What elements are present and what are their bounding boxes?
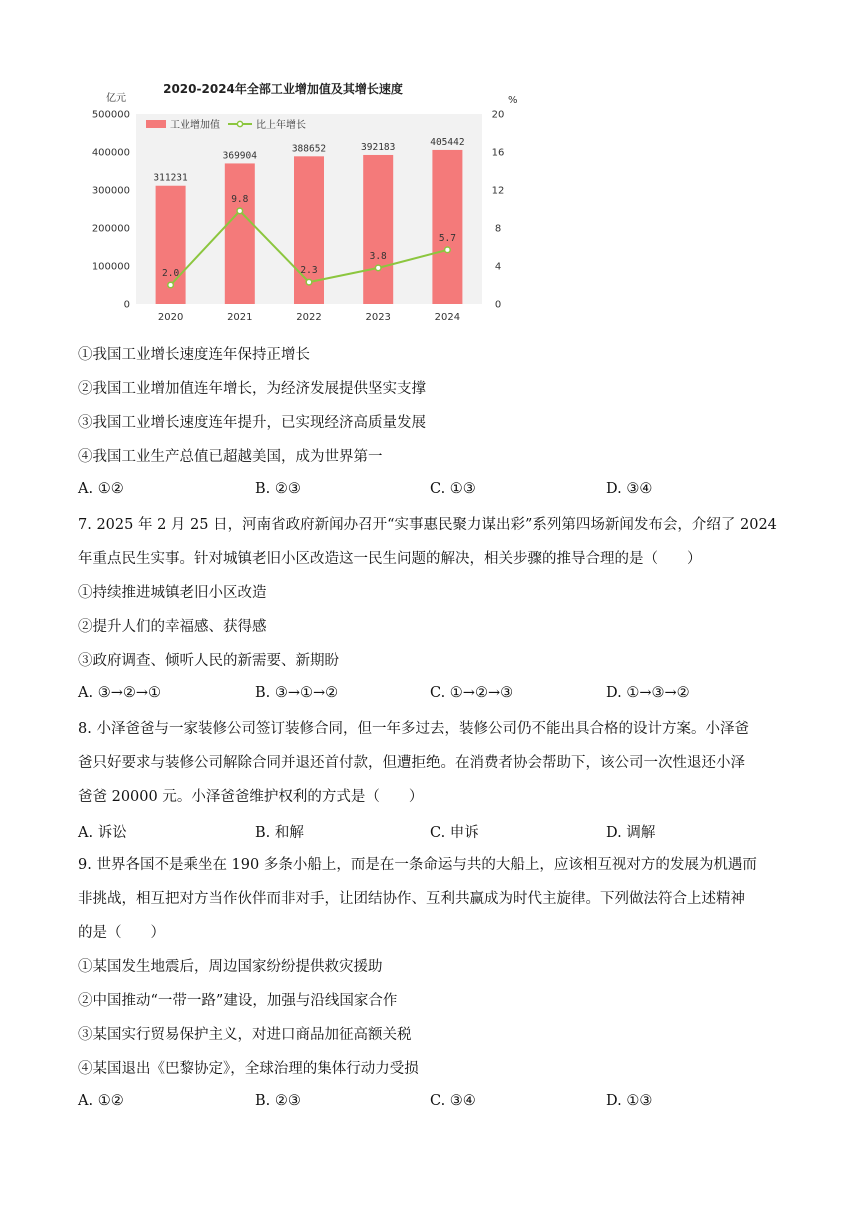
q8-options: [78, 821, 778, 841]
q9-option-b: B. ②③: [255, 1093, 301, 1109]
choice-1: ①我国工业增长速度连年保持正增长: [78, 347, 310, 363]
q7-stem-line-2: 年重点民生实事。针对城镇老旧小区改造这一民生问题的解决，相关步骤的推导合理的是（ ）: [78, 551, 702, 567]
growth-value-label: 5.7: [438, 232, 456, 244]
left-axis-unit: 亿元: [106, 93, 126, 104]
right-tick-label: 0: [494, 299, 502, 311]
q9-stem-line-2: 非挑战，相互把对方当作伙伴而非对手，让团结协作、互利共赢成为时代主旋律。下列做法符合上述精神: [78, 891, 745, 907]
chart-svg: [88, 78, 528, 328]
right-tick-label: 20: [491, 109, 505, 121]
legend-bar-label: 工业增加值: [170, 120, 220, 131]
q7-options: [78, 685, 778, 705]
growth-value-label: 2.0: [162, 268, 180, 279]
x-tick-label: 2024: [434, 312, 461, 323]
q8-stem-line-1: 8. 小泽爸爸与一家装修公司签订装修合同，但一年多过去，装修公司仍不能出具合格的设计方案。小泽爸: [78, 721, 749, 737]
q6-option-c: C. ①③: [430, 481, 476, 497]
q9-choice-4: ④某国退出《巴黎协定》，全球治理的集体行动力受损: [78, 1061, 419, 1077]
growth-point-2020: [168, 282, 174, 288]
chart-title: 2020-2024年全部工业增加值及其增长速度: [163, 82, 403, 96]
right-tick-label: 8: [494, 223, 502, 235]
q8-option-d: D. 调解: [606, 825, 656, 841]
q7-option-a: A. ③→②→①: [78, 685, 161, 701]
q7-step-3: ③政府调查、倾听人民的新需要、新期盼: [78, 653, 339, 669]
left-tick-label: 200000: [91, 223, 130, 235]
q6-option-d: D. ③④: [606, 481, 653, 497]
q9-option-d: D. ①③: [606, 1093, 653, 1109]
q9-stem-line-3: 的是（ ）: [78, 925, 165, 941]
q9-options: [78, 1093, 778, 1113]
bar-2023: [363, 155, 393, 304]
q8-option-c: C. 申诉: [430, 825, 479, 841]
bar-2024: [432, 150, 462, 304]
bar-value-label: 369904: [222, 150, 257, 162]
right-axis-unit: %: [508, 95, 518, 106]
left-tick-label: 0: [123, 299, 130, 311]
legend-bar-swatch: [146, 120, 166, 128]
growth-point-2022: [306, 279, 312, 285]
legend-line-label: 比上年增长: [256, 120, 306, 131]
left-tick-label: 500000: [91, 109, 130, 121]
bar-2021: [225, 163, 255, 304]
growth-value-label: 2.3: [300, 265, 318, 277]
q8-option-a: A. 诉讼: [78, 825, 127, 841]
x-tick-label: 2020: [157, 312, 184, 323]
q9-stem-line-1: 9. 世界各国不是乘坐在 190 多条小船上，而是在一条命运与共的大船上，应该相互视对方的发展为机遇而: [78, 857, 757, 873]
q9-choice-1: ①某国发生地震后，周边国家纷纷提供救灾援助: [78, 959, 383, 975]
choice-3: ③我国工业增长速度连年提升，已实现经济高质量发展: [78, 415, 426, 431]
choice-4: ④我国工业生产总值已超越美国，成为世界第一: [78, 449, 383, 465]
q6-option-a: A. ①②: [78, 481, 124, 497]
bar-value-label: 311231: [153, 172, 188, 184]
q9-choice-3: ③某国实行贸易保护主义，对进口商品加征高额关税: [78, 1027, 412, 1043]
choice-2: ②我国工业增加值连年增长，为经济发展提供坚实支撑: [78, 381, 426, 397]
q9-option-a: A. ①②: [78, 1093, 124, 1109]
bar-value-label: 392183: [361, 141, 396, 153]
right-tick-label: 16: [491, 147, 505, 159]
growth-point-2024: [445, 247, 451, 253]
right-tick-label: 12: [491, 185, 505, 197]
industry-chart: [88, 78, 528, 328]
q8-option-b: B. 和解: [255, 825, 304, 841]
q7-step-1: ①持续推进城镇老旧小区改造: [78, 585, 267, 601]
x-tick-label: 2022: [296, 312, 322, 323]
q7-option-c: C. ①→②→③: [430, 685, 514, 701]
q9-choice-2: ②中国推动“一带一路”建设，加强与沿线国家合作: [78, 993, 398, 1009]
q8-stem-line-2: 爸只好要求与装修公司解除合同并退还首付款，但遭拒绝。在消费者协会帮助下，该公司一次性退还小泽: [78, 755, 745, 771]
growth-point-2023: [375, 265, 381, 271]
growth-value-label: 9.8: [231, 193, 249, 205]
bar-value-label: 405442: [430, 136, 465, 148]
bar-value-label: 388652: [291, 143, 327, 155]
growth-point-2021: [237, 208, 243, 214]
q7-step-2: ②提升人们的幸福感、获得感: [78, 619, 267, 635]
q6-options: [78, 481, 778, 501]
q9-option-c: C. ③④: [430, 1093, 476, 1109]
q7-stem-line-1: 7. 2025 年 2 月 25 日，河南省政府新闻办召开“实事惠民聚力谋出彩”系列第四场新闻发布会，介绍了 2024: [78, 517, 777, 533]
q7-option-b: B. ③→①→②: [255, 685, 339, 701]
x-tick-label: 2023: [365, 312, 391, 323]
legend-line-marker: [237, 121, 242, 126]
q7-option-d: D. ①→③→②: [606, 685, 690, 701]
x-tick-label: 2021: [227, 312, 253, 323]
left-tick-label: 100000: [91, 261, 130, 273]
right-tick-label: 4: [494, 261, 502, 273]
left-tick-label: 300000: [91, 185, 130, 197]
q6-option-b: B. ②③: [255, 481, 301, 497]
growth-value-label: 3.8: [369, 250, 387, 262]
left-tick-label: 400000: [91, 147, 130, 159]
q8-stem-line-3: 爸爸 20000 元。小泽爸爸维护权利的方式是（ ）: [78, 789, 424, 805]
